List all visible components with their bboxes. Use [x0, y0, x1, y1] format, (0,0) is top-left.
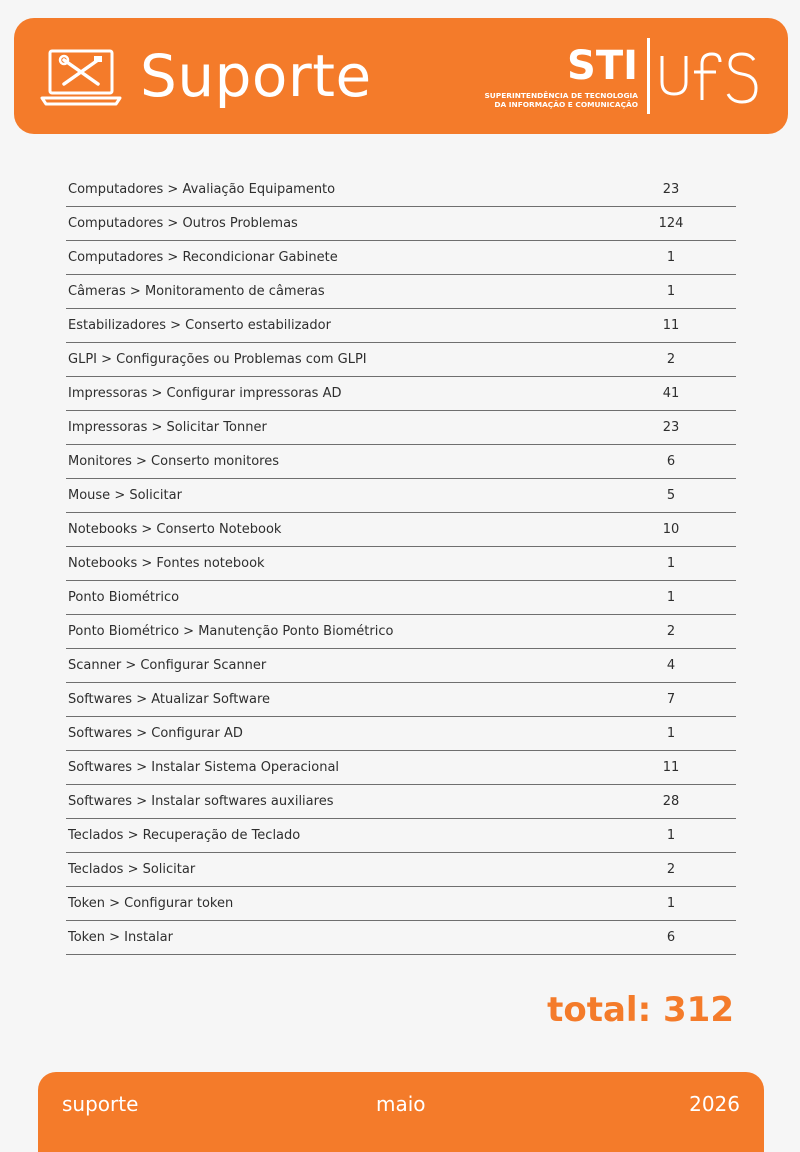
row-label: Estabilizadores > Conserto estabilizador	[68, 318, 331, 333]
row-value: 1	[666, 896, 676, 911]
table-row	[66, 785, 736, 819]
row-label: GLPI > Configurações ou Problemas com GLPI	[68, 352, 367, 367]
logo-divider	[647, 38, 650, 114]
table-row	[66, 853, 736, 887]
row-value: 28	[662, 794, 680, 809]
row-label: Impressoras > Solicitar Tonner	[68, 420, 267, 435]
row-value: 1	[666, 828, 676, 843]
total-count: total: 312	[547, 990, 734, 1030]
row-label: Computadores > Avaliação Equipamento	[68, 182, 336, 197]
table-row	[66, 411, 736, 445]
table-row	[66, 343, 736, 377]
table-row	[66, 887, 736, 921]
table-row	[66, 615, 736, 649]
table-row	[66, 513, 736, 547]
table-row	[66, 649, 736, 683]
row-value: 5	[666, 488, 676, 503]
row-label: Token > Configurar token	[68, 896, 234, 911]
row-value: 124	[658, 216, 684, 231]
footer-month: maio	[376, 1092, 426, 1116]
table-row	[66, 377, 736, 411]
row-value: 1	[666, 284, 676, 299]
row-value: 1	[666, 556, 676, 571]
table-row	[66, 751, 736, 785]
row-label: Notebooks > Conserto Notebook	[68, 522, 282, 537]
header-banner	[14, 18, 788, 134]
row-label: Scanner > Configurar Scanner	[68, 658, 267, 673]
row-label: Computadores > Recondicionar Gabinete	[68, 250, 338, 265]
row-value: 6	[666, 454, 676, 469]
row-label: Softwares > Instalar Sistema Operacional	[68, 760, 340, 775]
row-label: Ponto Biométrico	[68, 590, 180, 605]
table-row	[66, 581, 736, 615]
row-value: 2	[666, 352, 676, 367]
table-row	[66, 479, 736, 513]
row-label: Softwares > Atualizar Software	[68, 692, 271, 707]
sti-logo	[484, 43, 638, 114]
row-value: 41	[662, 386, 680, 401]
table-row	[66, 717, 736, 751]
table-row	[66, 819, 736, 853]
row-label: Câmeras > Monitoramento de câmeras	[68, 284, 325, 299]
sti-name-line2: DA INFORMAÇÃO E COMUNICAÇÃO	[494, 100, 638, 109]
row-label: Computadores > Outros Problemas	[68, 216, 298, 231]
table-row	[66, 547, 736, 581]
table-row	[66, 275, 736, 309]
footer-bar	[38, 1072, 764, 1152]
footer-year: 2026	[689, 1092, 740, 1116]
table-row	[66, 241, 736, 275]
row-label: Softwares > Configurar AD	[68, 726, 243, 741]
row-value: 1	[666, 590, 676, 605]
row-value: 2	[666, 862, 676, 877]
row-value: 11	[662, 318, 680, 333]
row-value: 7	[666, 692, 676, 707]
row-value: 1	[666, 250, 676, 265]
table-row	[66, 309, 736, 343]
table-row	[66, 207, 736, 241]
row-value: 4	[666, 658, 676, 673]
row-label: Token > Instalar	[68, 930, 173, 945]
row-label: Impressoras > Configurar impressoras AD	[68, 386, 342, 401]
footer-section: suporte	[62, 1092, 139, 1116]
table-row	[66, 173, 736, 207]
row-label: Teclados > Solicitar	[68, 862, 196, 877]
row-label: Mouse > Solicitar	[68, 488, 182, 503]
row-label: Ponto Biométrico > Manutenção Ponto Biométrico	[68, 624, 394, 639]
row-value: 23	[662, 420, 680, 435]
row-value: 2	[666, 624, 676, 639]
row-label: Softwares > Instalar softwares auxiliares	[68, 794, 334, 809]
support-table	[66, 173, 736, 955]
table-row	[66, 445, 736, 479]
sti-name-line1: SUPERINTENDÊNCIA DE TECNOLOGIA	[484, 91, 638, 100]
ufs-logo	[658, 48, 760, 108]
row-value: 11	[662, 760, 680, 775]
page-title: Suporte	[140, 42, 372, 110]
row-value: 23	[662, 182, 680, 197]
row-value: 1	[666, 726, 676, 741]
row-label: Monitores > Conserto monitores	[68, 454, 279, 469]
row-value: 10	[662, 522, 680, 537]
row-label: Notebooks > Fontes notebook	[68, 556, 265, 571]
row-label: Teclados > Recuperação de Teclado	[68, 828, 301, 843]
row-value: 6	[666, 930, 676, 945]
laptop-tools-icon	[40, 48, 122, 108]
table-row	[66, 921, 736, 955]
sti-acronym: STI	[567, 43, 638, 89]
table-row	[66, 683, 736, 717]
